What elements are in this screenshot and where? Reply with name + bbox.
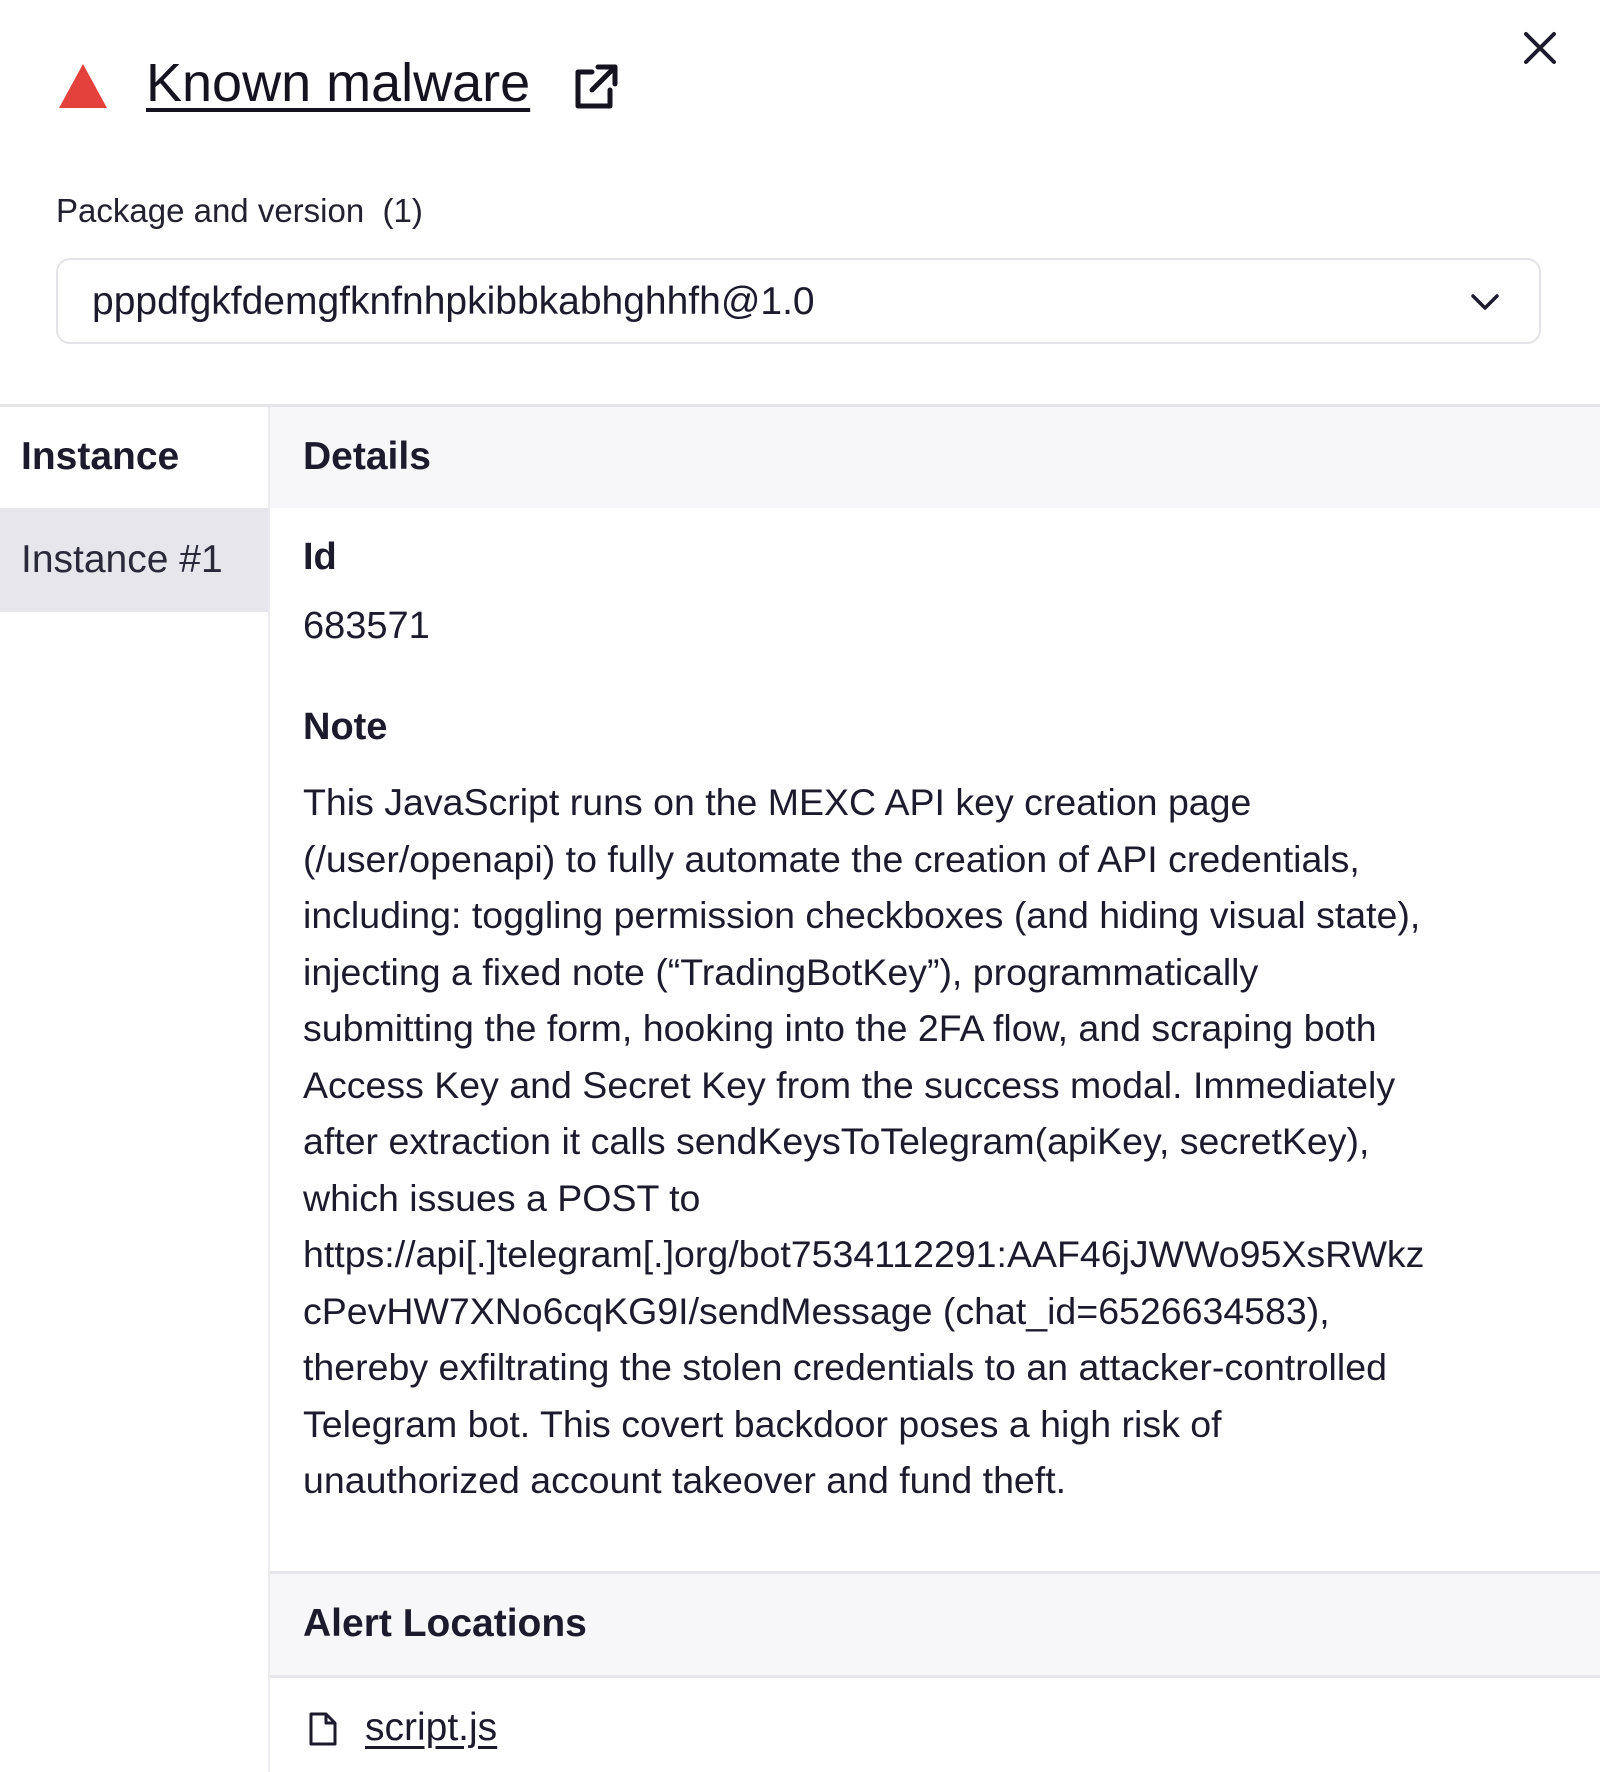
id-label: Id	[303, 536, 337, 578]
note-line: This JavaScript runs on the MEXC API key creation page	[303, 781, 1252, 823]
note-line: (/user/openapi) to fully automate the creation of API credentials,	[303, 837, 1360, 880]
instance-header: Instance	[21, 435, 180, 478]
alert-locations-header: Alert Locations	[270, 1574, 1600, 1675]
package-version-select[interactable]	[56, 258, 1541, 344]
external-link-icon[interactable]	[570, 62, 620, 117]
note-label: Note	[303, 706, 388, 748]
note-line: Telegram bot. This covert backdoor poses a high risk of	[303, 1402, 1222, 1445]
divider	[270, 1675, 1600, 1678]
details-header: Details	[270, 407, 1600, 508]
note-text	[303, 774, 1424, 1509]
note-line: submitting the form, hooking into the 2FA flow, and scraping both	[303, 1007, 1377, 1049]
note-line: unauthorized account takeover and fund theft.	[303, 1459, 1067, 1501]
package-count: (1)	[382, 192, 423, 229]
close-icon[interactable]	[1520, 28, 1560, 73]
note-line: injecting a fixed note (“TradingBotKey”), programmatically	[303, 950, 1259, 993]
note-line: which issues a POST to	[303, 1176, 701, 1219]
instance-item[interactable]: Instance #1	[0, 508, 268, 612]
note-line: thereby exfiltrating the stolen credentials to an attacker-controlled	[303, 1346, 1387, 1388]
id-value: 683571	[303, 605, 430, 647]
package-version-label: Package and version (1)	[56, 192, 423, 229]
selected-package: pppdfgkfdemgfknfnhpkibbkabhghhfh@1.0	[92, 280, 815, 323]
alert-title-link[interactable]: Known malware	[146, 53, 531, 113]
note-line: including: toggling permission checkboxes (and hiding visual state),	[303, 894, 1421, 936]
note-line: https://api[.]telegram[.]org/bot7534112291:AAF46jJWWo95XsRWkz	[303, 1233, 1425, 1275]
note-line: Access Key and Secret Key from the success modal. Immediately	[303, 1063, 1396, 1106]
note-line: after extraction it calls sendKeysToTelegram(apiKey, secretKey),	[303, 1120, 1370, 1162]
file-link[interactable]: script.js	[365, 1706, 498, 1749]
note-line: cPevHW7XNo6cqKG9I/sendMessage (chat_id=6526634583),	[303, 1289, 1330, 1332]
file-icon	[308, 1711, 338, 1752]
chevron-down-icon	[1469, 290, 1501, 314]
warning-triangle-icon	[57, 62, 109, 115]
